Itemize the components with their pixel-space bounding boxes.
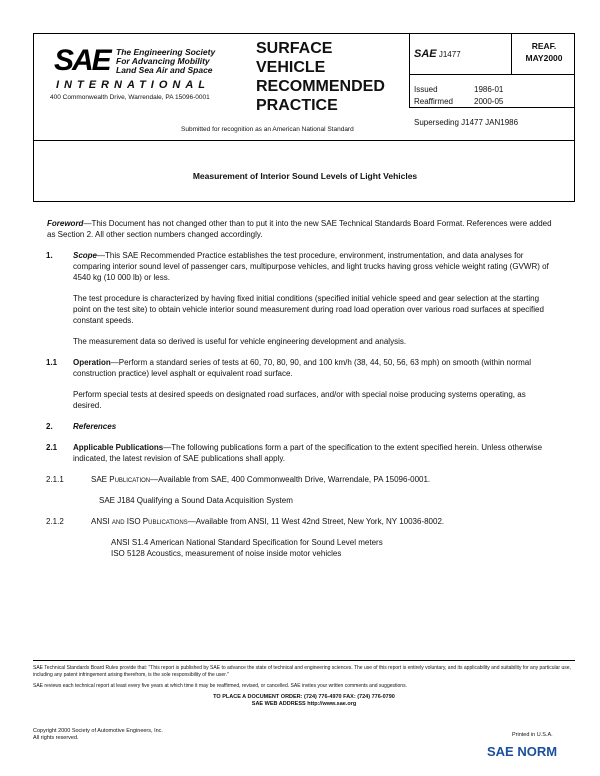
policy-note: SAE Technical Standards Board Rules provide that: "This report is published by SAE to advance the state of technical and engineering sciences. The use of this report is entirely voluntary, and its applicability and suitability for any particular use, including any patent infringement arising therefrom, is the sole responsibility of the user." [33, 665, 571, 678]
logo-block [34, 34, 254, 140]
foreword: Foreword—This Document has not changed other than to put it into the new SAE Technical Standards Board Format. References were added as Section 2. All other section numbers changed accordingly. [47, 219, 552, 239]
superseding-note: Superseding J1477 JAN1986 [414, 118, 519, 127]
submitted-note: Submitted for recognition as an American National Standard [181, 126, 354, 133]
printed-note: Printed in U.S.A. [512, 732, 553, 738]
sae-address: 400 Commonwealth Drive, Warrendale, PA 15096-0001 [50, 94, 210, 101]
copyright: Copyright 2000 Society of Automotive Engineers, Inc. All rights reserved. [33, 728, 163, 741]
reference-iso: ISO 5128 Acoustics, measurement of noise inside motor vehicles [111, 549, 342, 558]
section-2-1-1: 2.1.1 SAE Publication—Available from SAE, 400 Commonwealth Drive, Warrendale, PA 15096-0001. SAE J184 Qualifying a Sound Data Acquisition System [47, 474, 555, 506]
section-2-1: 2.1 Applicable Publications—The following publications form a part of the specification to the extent specified herein. Unless otherwise indicated, the latest revision of SAE publications shall apply. [46, 443, 543, 463]
reference-ansi: ANSI S1.4 American National Standard Specification for Sound Level meters [111, 538, 383, 547]
doc-number: SAE J1477 [414, 48, 461, 60]
reference-j184: SAE J184 Qualifying a Sound Data Acquisition System [99, 496, 293, 505]
document-title: Measurement of Interior Sound Levels of Light Vehicles [192, 171, 418, 181]
reaf-badge: REAF. MAY2000 [525, 41, 563, 63]
section-1: 1. Scope—This SAE Recommended Practice establishes the test procedure, environment, instrumentation, and data analyses for comparing interior sound level of passenger cars, multipurpose vehicles, and light trucks having gross vehicle weight rating (GVWR) of 4540 kg (10 000 lb) or less. The test procedure is characterized by having fixed initial conditions (specified initial vehicle speed and gear selection at the starting point on the test site) to obtain vehicle interior sound measurement during road load operation over various road surfaces at specified constant speeds. The measurement data so derived is useful for vehicle engineering development and analysis. [46, 251, 549, 346]
section-1-1: 1.1 Operation—Perform a standard series of tests at 60, 70, 80, 90, and 100 km/h (38, 44, 50, 56, 63 mph) on smooth (within normal construction practice) level asphalt or equivalent road surface. Perform special tests at desired speeds on designated road surfaces, and/or with special noise producing systems operating, as desired. [46, 358, 532, 410]
sae-norm-watermark: SAE NORM [487, 744, 558, 759]
doc-type-block [181, 34, 406, 140]
section-2: 2. References [46, 422, 117, 431]
footer [33, 660, 575, 708]
header-box [33, 33, 575, 141]
section-2-1-2: 2.1.2 ANSI and ISO Publications—Available from ANSI, 11 West 42nd Street, New York, NY 10036-8002. ANSI S1.4 American National Standard Specification for Sound Level meters ISO 5128 Acoustics, measurement of noise inside motor vehicles [47, 516, 555, 559]
society-tagline: The Engineering Society For Advancing Mobility Land Sea Air and Space [116, 47, 216, 75]
international-label: INTERNATIONAL [56, 79, 211, 91]
web-address: SAE WEB ADDRESS http://www.sae.org [251, 701, 357, 707]
order-info: TO PLACE A DOCUMENT ORDER: (724) 776-4970 FAX: (724) 776-0790 [213, 694, 395, 700]
sae-logo: SAE [54, 44, 110, 77]
document-body [47, 218, 555, 569]
title-box [33, 141, 575, 202]
review-note: SAE reviews each technical report at least every five years at which time it may be reaffirmed, revised, or cancelled. SAE invites your written comments and suggestions. [33, 683, 407, 689]
doc-type: SURFACE VEHICLE RECOMMENDED PRACTICE [256, 40, 385, 114]
issue-dates: Issued 1986-01 Reaffirmed 2000-05 [414, 85, 504, 106]
